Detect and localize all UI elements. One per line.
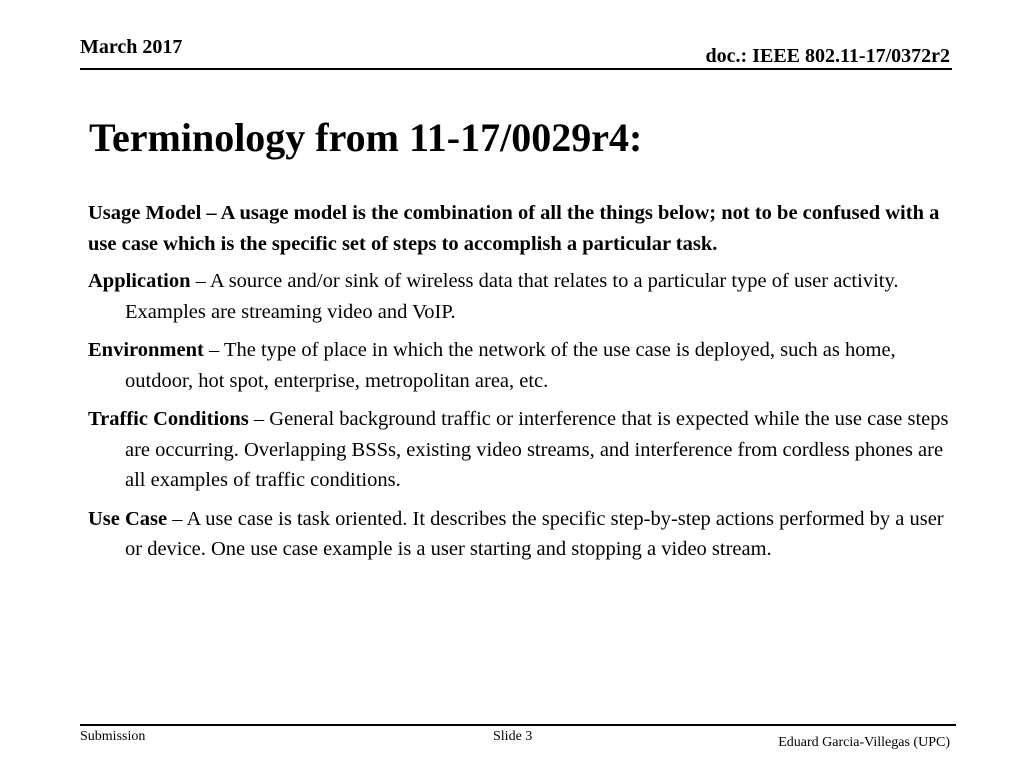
- term-label: Use Case: [88, 507, 168, 530]
- slide-title: Terminology from 11-17/0029r4:: [89, 115, 643, 160]
- header-date: March 2017: [80, 36, 183, 58]
- header-divider: [80, 68, 952, 70]
- definition-environment: [88, 335, 960, 396]
- definition-application: [88, 266, 960, 327]
- term-label: Environment: [88, 339, 204, 361]
- footer-author: Eduard Garcia-Villegas (UPC): [778, 735, 950, 750]
- footer-slide-number: Slide 3: [493, 729, 533, 744]
- definition-traffic-conditions: [88, 404, 960, 496]
- footer-submission: Submission: [80, 729, 146, 744]
- header-doc-id: doc.: IEEE 802.11-17/0372r2: [705, 45, 950, 67]
- term-definition: – A source and/or sink of wireless data that relates to a particular type of user activity. Examples are streaming video and VoIP.: [125, 270, 899, 323]
- term-definition: – General background traffic or interference that is expected while the use case steps are occurring. Overlapping BSSs, existing video streams, and interference from cordless phones are all examples of traffic conditions.: [125, 408, 949, 491]
- term-definition: – A use case is task oriented. It describes the specific step-by-step actions performed by a user or device. One use case example is a user starting and stopping a video stream.: [125, 507, 944, 560]
- term-label: Application: [88, 270, 191, 292]
- definition-use-case: [88, 504, 960, 565]
- slide-body: [88, 198, 960, 573]
- footer-divider: [80, 724, 956, 726]
- term-label: Traffic Conditions: [88, 408, 249, 430]
- term-definition: – The type of place in which the network of the use case is deployed, such as home, outdoor, hot spot, enterprise, metropolitan area, etc.: [125, 339, 896, 392]
- usage-model-paragraph: Usage Model – A usage model is the combination of all the things below; not to be confused with a use case which is the specific set of steps to accomplish a particular task.: [88, 202, 940, 255]
